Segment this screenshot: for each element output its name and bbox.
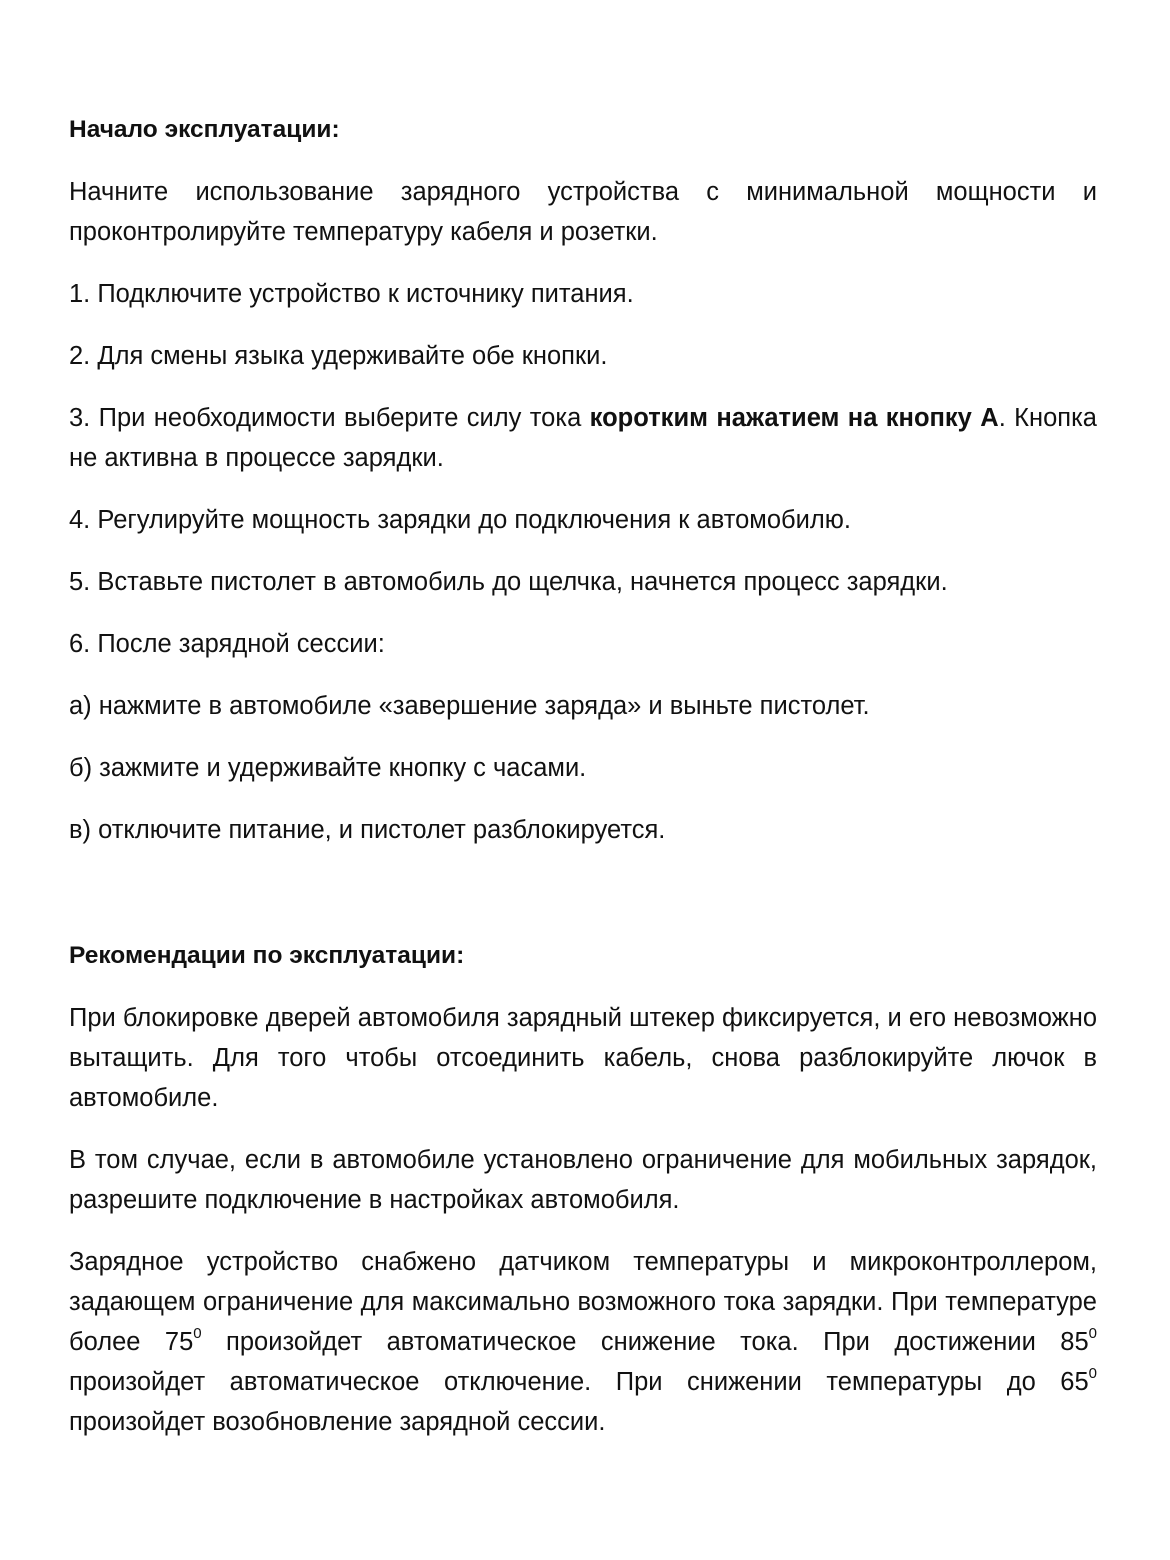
p3-text-4: произойдет возобновление зарядной сессии. bbox=[69, 1408, 606, 1436]
step-6: 6. После зарядной сессии: bbox=[69, 630, 385, 658]
substep-a: а) нажмите в автомобиле «завершение заряда» и выньте пистолет. bbox=[69, 692, 870, 720]
step-4: 4. Регулируйте мощность зарядки до подключения к автомобилю. bbox=[69, 506, 851, 534]
step-3-text: 3. При необходимости выберите силу тока bbox=[69, 404, 590, 432]
substep-b: б) зажмите и удерживайте кнопку с часами. bbox=[69, 754, 587, 782]
step-2: 2. Для смены языка удерживайте обе кнопки. bbox=[69, 342, 608, 370]
substep-c: в) отключите питание, и пистолет разблокируется. bbox=[69, 816, 666, 844]
recommendation-paragraph-1: При блокировке дверей автомобиля зарядный штекер фиксируется, и его невозможно вытащить. Для того чтобы отсоединить кабель, снова разблокируйте лючок в автомобиле. bbox=[69, 1004, 1097, 1112]
p3-text-3: произойдет автоматическое отключение. При снижении температуры до 65 bbox=[69, 1368, 1089, 1396]
p3-text-1: Зарядное устройство снабжено датчиком температуры и микроконтроллером, задающем ограничение для максимально возможного тока зарядки. При температуре более 75 bbox=[69, 1248, 1097, 1356]
step-3 bbox=[69, 398, 1097, 478]
step-3-bold: коротким нажатием на кнопку А bbox=[589, 404, 999, 432]
step-5: 5. Вставьте пистолет в автомобиль до щелчка, начнется процесс зарядки. bbox=[69, 568, 948, 596]
intro-paragraph: Начните использование зарядного устройства с минимальной мощности и проконтролируйте температуру кабеля и розетки. bbox=[69, 178, 1097, 246]
recommendation-paragraph-3 bbox=[69, 1242, 1097, 1442]
degree-mark-2: 0 bbox=[1088, 1324, 1097, 1342]
step-3-text-end: . Кнопка не активна в процессе зарядки. bbox=[69, 404, 1097, 472]
step-1: 1. Подключите устройство к источнику питания. bbox=[69, 280, 634, 308]
document-page bbox=[69, 110, 1097, 1442]
degree-mark-3: 0 bbox=[1088, 1364, 1097, 1382]
recommendation-paragraph-2: В том случае, если в автомобиле установлено ограничение для мобильных зарядок, разрешите подключение в настройках автомобиля. bbox=[69, 1146, 1097, 1214]
degree-mark-1: 0 bbox=[193, 1324, 202, 1342]
p3-text-2: произойдет автоматическое снижение тока. При достижении 85 bbox=[201, 1328, 1089, 1356]
section-heading-recommendations: Рекомендации по эксплуатации: bbox=[69, 942, 465, 969]
section-heading-start: Начало эксплуатации: bbox=[69, 116, 340, 143]
